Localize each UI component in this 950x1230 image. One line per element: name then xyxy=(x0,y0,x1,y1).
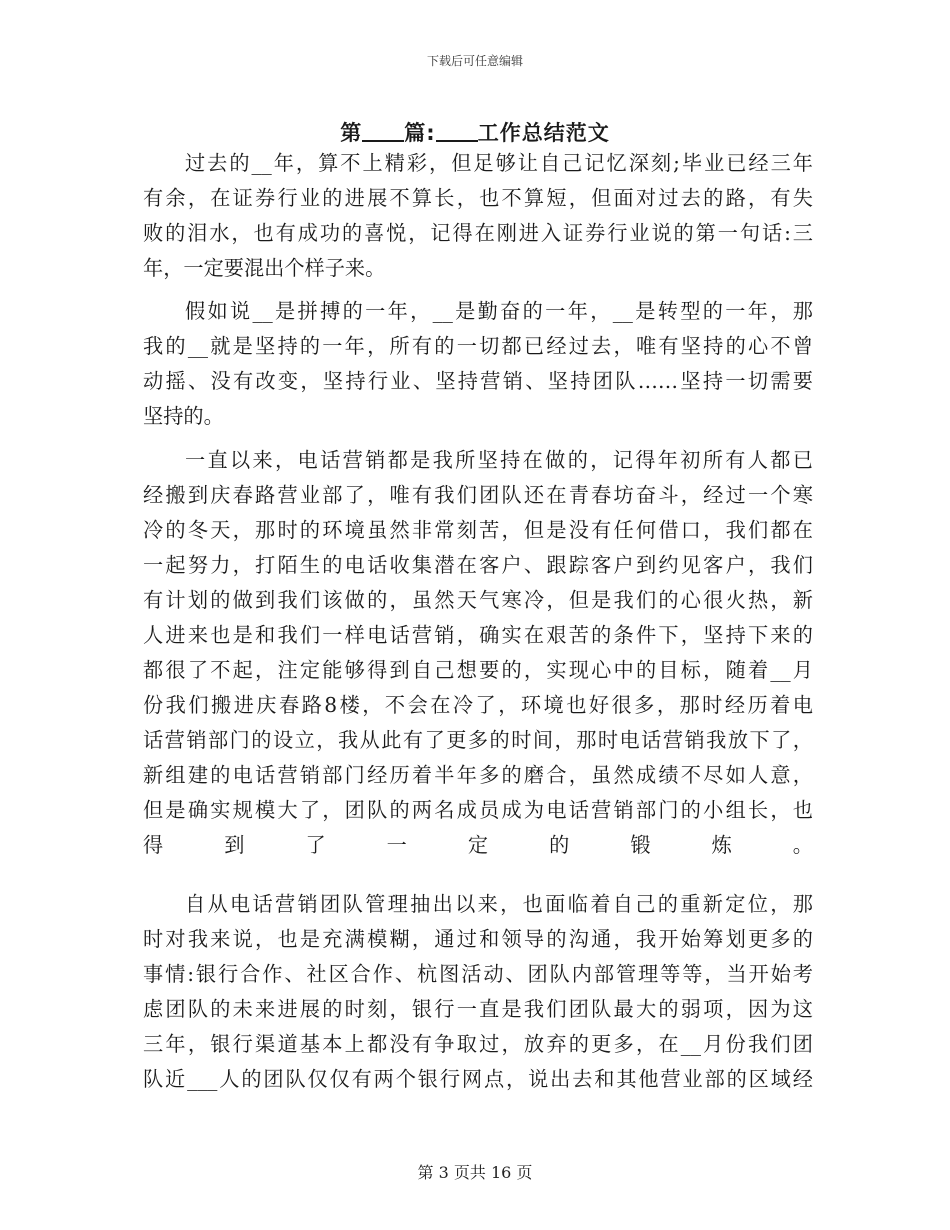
text-line: 自从电话营销团队管理抽出以来，也面临着自己的重新定位，那 xyxy=(185,892,813,916)
document-title xyxy=(0,117,950,147)
text-line: 都很了不起，注定能够得到自己想要的，实现心中的目标，随着__月 xyxy=(143,658,813,682)
text-line: 话营销部门的设立，我从此有了更多的时间，那时电话营销我放下了， xyxy=(143,728,813,752)
text-line: 队近___人的团队仅仅有两个银行网点，说出去和其他营业部的区域经 xyxy=(143,1067,813,1091)
text-line: 虑团队的未来进展的时刻，银行一直是我们团队最大的弱项，因为这 xyxy=(143,997,813,1021)
text-line: 有余，在证券行业的进展不算长，也不算短，但面对过去的路，有失 xyxy=(143,186,813,210)
text-line: 坚持的。 xyxy=(143,404,224,428)
title-blank-2 xyxy=(436,122,478,142)
text-line: 但是确实规模大了，团队的两名成员成为电话营销部门的小组长，也 xyxy=(143,798,813,822)
text-line: 冷的冬天，那时的环境虽然非常刻苦，但是没有任何借口，我们都在 xyxy=(143,518,813,542)
text-line: 一直以来，电话营销都是我所坚持在做的，记得年初所有人都已 xyxy=(185,448,813,472)
title-part-3: 工作总结范文 xyxy=(477,121,610,145)
text-line: 时对我来说，也是充满模糊，通过和领导的沟通，我开始筹划更多的 xyxy=(143,927,813,951)
text-line: 人进来也是和我们一样电话营销，确实在艰苦的条件下，坚持下来的 xyxy=(143,623,813,647)
text-line: 得到了一定的锻炼。 xyxy=(143,833,813,857)
text-line: 假如说__是拼搏的一年，__是勤奋的一年，__是转型的一年，那 xyxy=(185,299,813,323)
page-footer: 第 3 页共 16 页 xyxy=(417,1163,533,1182)
text-line: 我的__就是坚持的一年，所有的一切都已经过去，唯有坚持的心不曾 xyxy=(143,334,813,358)
text-line: 年，一定要混出个样子来。 xyxy=(143,256,386,280)
text-line: 动摇、没有改变，坚持行业、坚持营销、坚持团队……坚持一切需要 xyxy=(143,369,813,393)
title-part-1: 第 xyxy=(340,121,363,145)
text-line: 败的泪水，也有成功的喜悦，记得在刚进入证券行业说的第一句话:三 xyxy=(143,221,813,245)
page-header: 下载后可任意编辑 xyxy=(426,54,523,68)
text-line: 新组建的电话营销部门经历着半年多的磨合，虽然成绩不尽如人意， xyxy=(143,763,813,787)
text-line: 经搬到庆春路营业部了，唯有我们团队还在青春坊奋斗，经过一个寒 xyxy=(143,483,813,507)
text-line: 三年，银行渠道基本上都没有争取过，放弃的更多，在__月份我们团 xyxy=(143,1032,813,1056)
text-line: 一起努力，打陌生的电话收集潜在客户、跟踪客户到约见客户，我们 xyxy=(143,553,813,577)
text-line: 有计划的做到我们该做的，虽然天气寒冷，但是我们的心很火热，新 xyxy=(143,588,813,612)
title-part-2: 篇: xyxy=(404,121,436,145)
text-line: 过去的__年，算不上精彩，但足够让自己记忆深刻;毕业已经三年 xyxy=(185,151,813,175)
text-line: 事情:银行合作、社区合作、杭图活动、团队内部管理等等，当开始考 xyxy=(143,962,813,986)
title-blank-1 xyxy=(362,122,404,142)
text-line: 份我们搬进庆春路8楼，不会在冷了，环境也好很多，那时经历着电 xyxy=(143,693,813,717)
